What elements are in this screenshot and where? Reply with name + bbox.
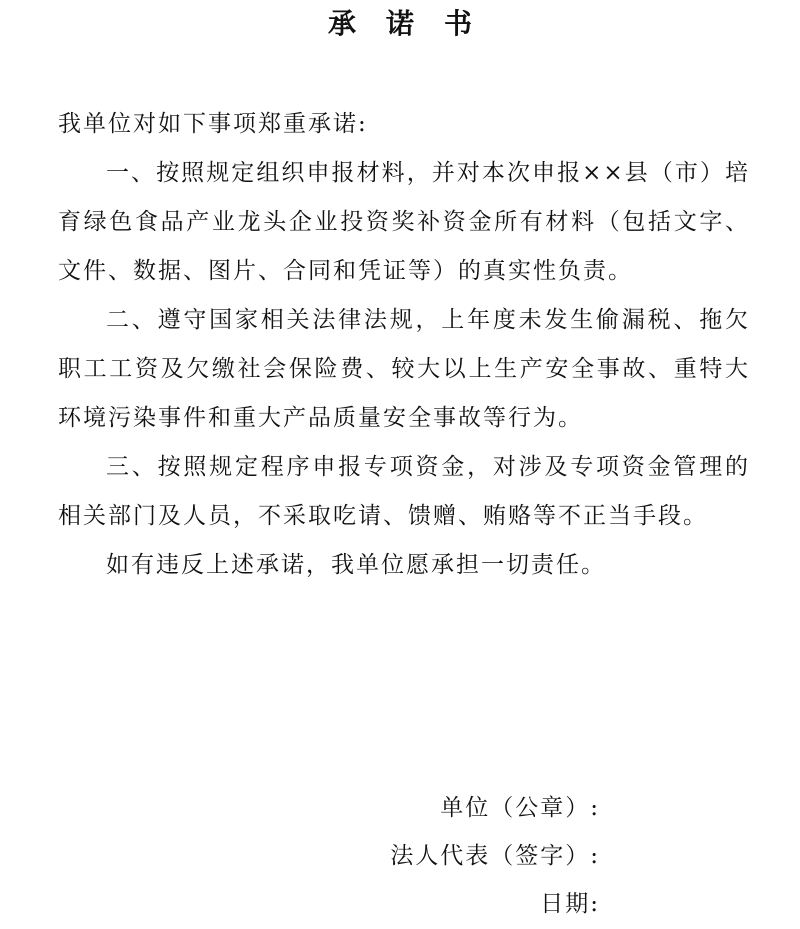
commitment-paragraph-3: 三、按照规定程序申报专项资金，对涉及专项资金管理的相关部门及人员，不采取吃请、馈赠、贿赂等不正当手段。 bbox=[58, 454, 750, 529]
commitment-paragraph-2: 二、遵守国家相关法律法规，上年度未发生偷漏税、拖欠职工工资及欠缴社会保险费、较大以上生产安全事故、重特大环境污染事件和重大产品质量安全事故等行为。 bbox=[58, 307, 750, 431]
legal-representative-label: 法人代表（签字）: bbox=[390, 843, 600, 869]
unit-seal-label: 单位（公章）: bbox=[440, 795, 600, 821]
date-label: 日期: bbox=[540, 891, 600, 917]
signature-block bbox=[300, 784, 600, 928]
document-body bbox=[58, 100, 750, 590]
commitment-paragraph-1: 一、按照规定组织申报材料，并对本次申报××县（市）培育绿色食品产业龙头企业投资奖补资金所有材料（包括文字、文件、数据、图片、合同和凭证等）的真实性负责。 bbox=[58, 160, 750, 284]
document-title: 承诺书 bbox=[327, 7, 502, 40]
intro-paragraph: 我单位对如下事项郑重承诺: bbox=[58, 111, 368, 137]
closing-paragraph: 如有违反上述承诺，我单位愿承担一切责任。 bbox=[106, 552, 606, 578]
